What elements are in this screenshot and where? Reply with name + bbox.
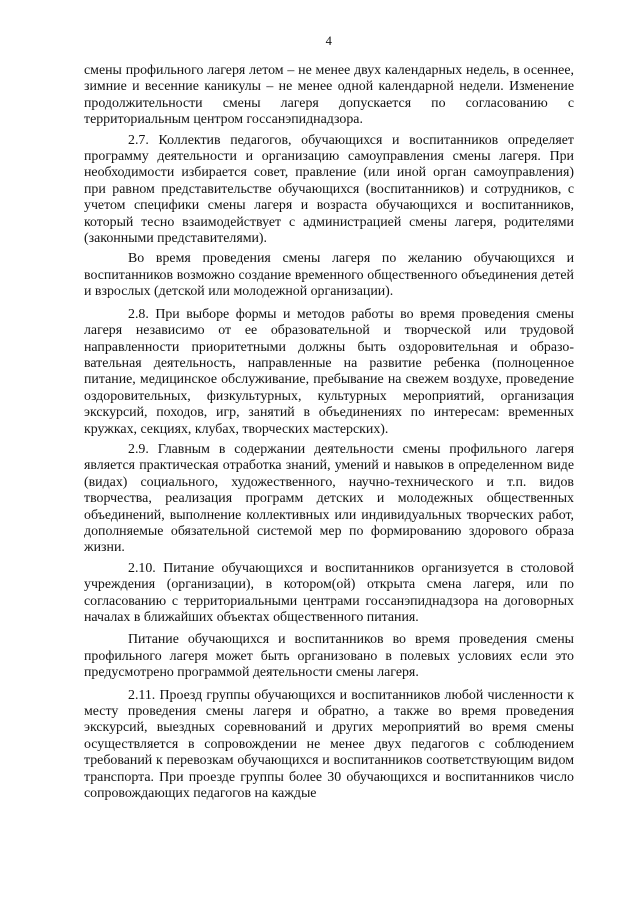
paragraph-2-9: 2.9. Главным в содержании деятельности смены профильного лагеря является практическая отработка знаний, умений и навыков в определенном виде (видах) социального, художественного, научно-технического и т.п. видов творчества, реализация программ детских и молодежных общественных объединений, выполнение коллективных или индивидуальных творческих работ, дополняемые обязательной системой мер по формированию здорового образа жизни. (84, 441, 574, 556)
page-number: 4 (325, 34, 333, 48)
paragraph-field-meals: Питание обучающихся и воспитанников во время проведения смены профильного лагеря может быть организовано в полевых условиях если это предусмотрено программой деятельности смены лагеря. (84, 632, 574, 681)
paragraph-public-association: Во время проведения смены лагеря по желанию обучающихся и воспитанников возможно создание временного общественного объединения детей и взрослых (детской или молодежной организации). (84, 251, 574, 300)
paragraph-2-10: 2.10. Питание обучающихся и воспитанников организуется в столовой учреждения (организации), в котором(ой) открыта смена лагеря, или по согласованию с территориальными центрами госсанэпиднадзора на договорных началах в ближайших объектах общественного питания. (84, 560, 574, 625)
paragraph-2-11: 2.11. Проезд группы обучающихся и воспитанников любой численности к месту проведения смены лагеря и обратно, а также во время проведения экскурсий, выездных соревнований и других мероприятий во время смены осуществляется в сопровождении не менее двух педагогов с соблюдением требований к перевозкам обучающихся и воспитанников соответствующим видом транспорта. При проезде группы более 30 обучающихся и воспитанников число сопровождающих педагогов на каждые (84, 687, 574, 802)
document-body (84, 63, 574, 802)
paragraph-2-8: 2.8. При выборе формы и методов работы во время проведения смены лагеря независимо от ее образовательной и творческой или трудовой направленности приоритетными должны быть оздоровительная и образовательная деятельность, направленные на развитие ребенка (полноценное питание, медицинское обслуживание, пребывание на свежем воздухе, проведение оздоровительных, физкультурных, культурных мероприятий, организация экскурсий, походов, игр, занятий в объединениях по интересам: временных кружках, секциях, клубах, творческих мастерских). (84, 306, 574, 437)
paragraph-2-7: 2.7. Коллектив педагогов, обучающихся и воспитанников определяет программу деятельности и организацию самоуправления смены лагеря. При необходимости избирается совет, правление (или иной орган самоуправления) при равном представительстве обучающихся (воспитанников) и сотрудников, с учетом специфики смены лагеря и возраста обучающихся и воспитанников, который тесно взаимодействует с администрацией смены лагеря, родителями (законными представителями). (84, 132, 574, 247)
paragraph-continuation: смены профильного лагеря летом – не менее двух календарных недель, в осеннее, зимние и весенние каникулы – не менее одной календарной недели. Изменение продолжительности смены лагеря допускается по согласованию с территориальным центром госсанэпиднадзора. (84, 63, 574, 128)
